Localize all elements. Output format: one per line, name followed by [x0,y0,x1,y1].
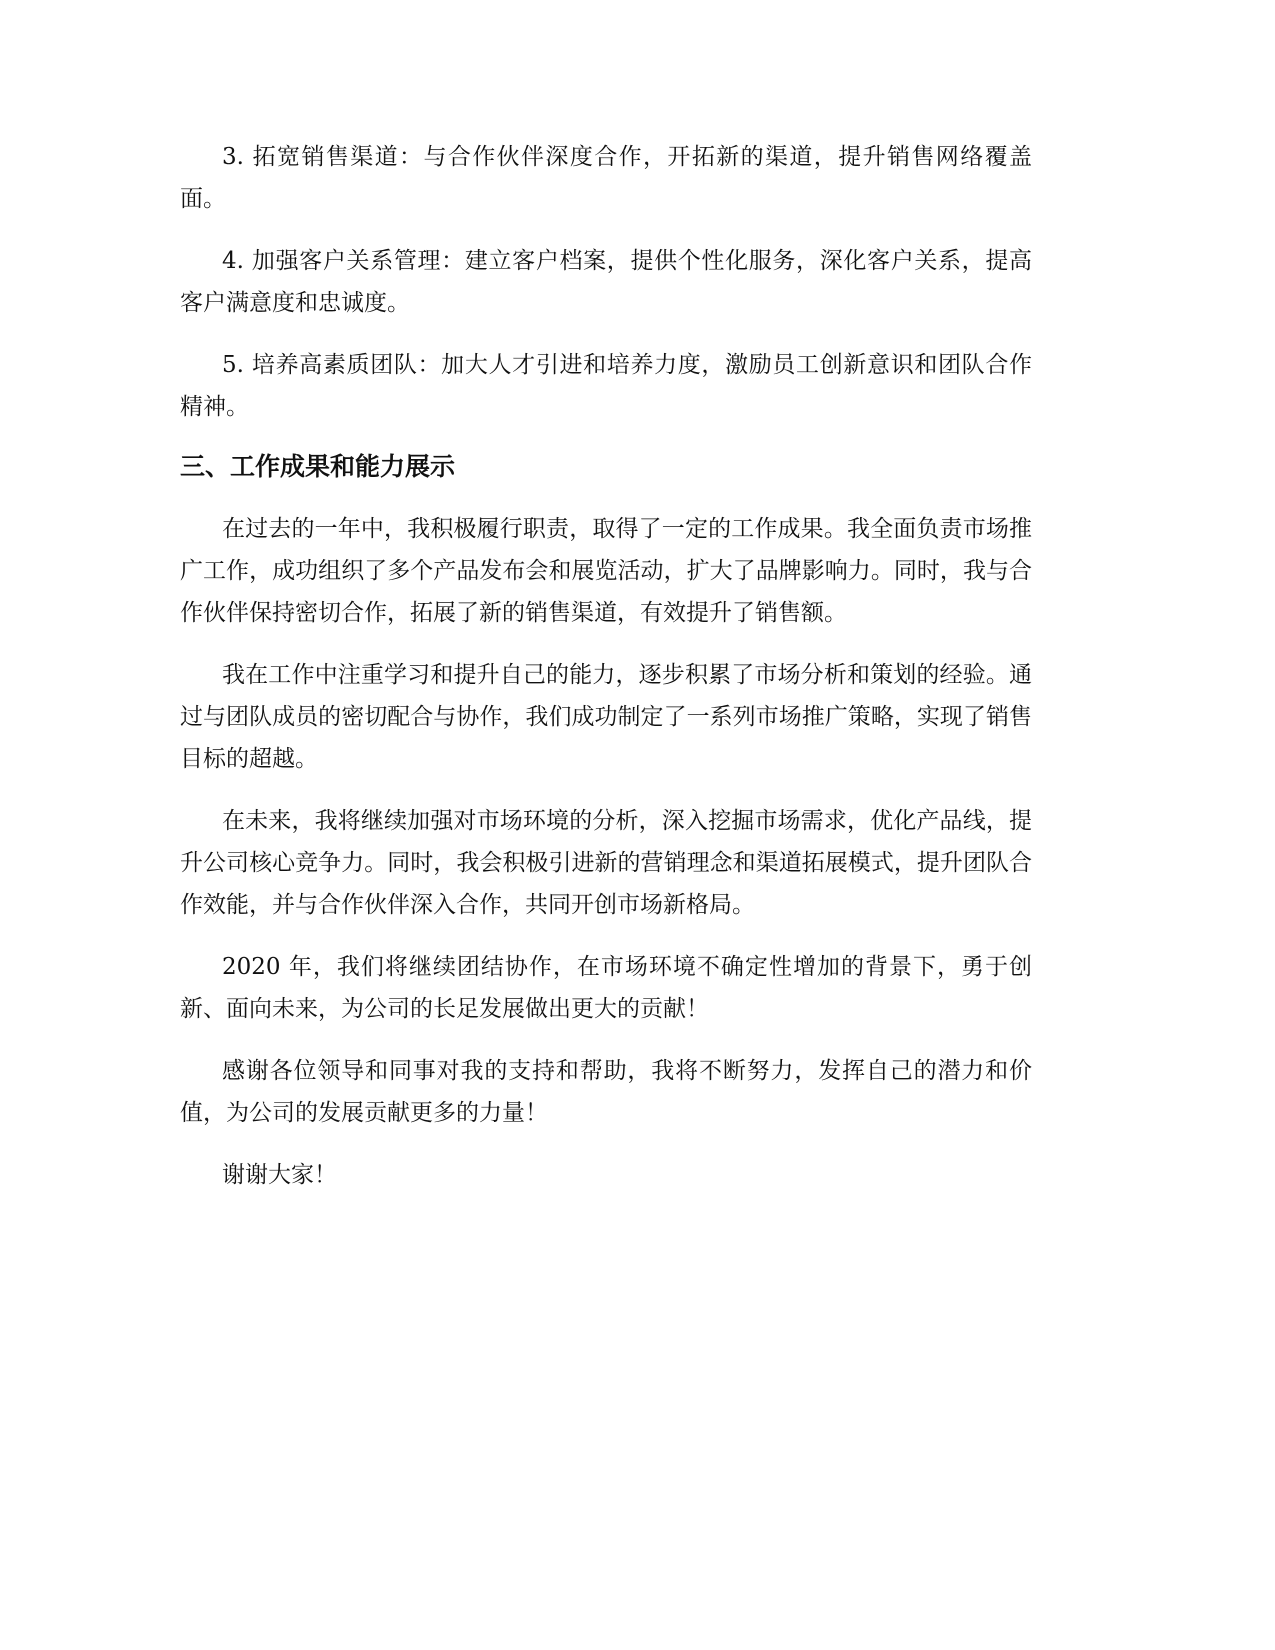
list-item-sales-channels: 3. 拓宽销售渠道：与合作伙伴深度合作，开拓新的渠道，提升销售网络覆盖面。 [180,144,1032,212]
list-item-customer-relations: 4. 加强客户关系管理：建立客户档案，提供个性化服务，深化客户关系，提高客户满意度和忠诚度。 [180,248,1032,316]
document-body [180,136,1032,1216]
paragraph-future-plans: 在未来，我将继续加强对市场环境的分析，深入挖掘市场需求，优化产品线，提升公司核心竞争力。同时，我会积极引进新的营销理念和渠道拓展模式，提升团队合作效能，并与合作伙伴深入合作，共同开创市场新格局。 [180,808,1032,918]
paragraph-achievements: 在过去的一年中，我积极履行职责，取得了一定的工作成果。我全面负责市场推广工作，成功组织了多个产品发布会和展览活动，扩大了品牌影响力。同时，我与合作伙伴保持密切合作，拓展了新的销售渠道，有效提升了销售额。 [180,516,1032,626]
paragraph-thanks: 感谢各位领导和同事对我的支持和帮助，我将不断努力，发挥自己的潜力和价值，为公司的发展贡献更多的力量！ [180,1058,1032,1126]
paragraph-learning: 我在工作中注重学习和提升自己的能力，逐步积累了市场分析和策划的经验。通过与团队成员的密切配合与协作，我们成功制定了一系列市场推广策略，实现了销售目标的超越。 [180,662,1032,772]
paragraph-2020-outlook: 2020 年，我们将继续团结协作，在市场环境不确定性增加的背景下，勇于创新、面向未来，为公司的长足发展做出更大的贡献！ [180,954,1032,1022]
section-heading: 三、工作成果和能力展示 [180,452,456,481]
paragraph-closing: 谢谢大家！ [222,1162,337,1188]
list-item-team-building: 5. 培养高素质团队：加大人才引进和培养力度，激励员工创新意识和团队合作精神。 [180,352,1032,420]
